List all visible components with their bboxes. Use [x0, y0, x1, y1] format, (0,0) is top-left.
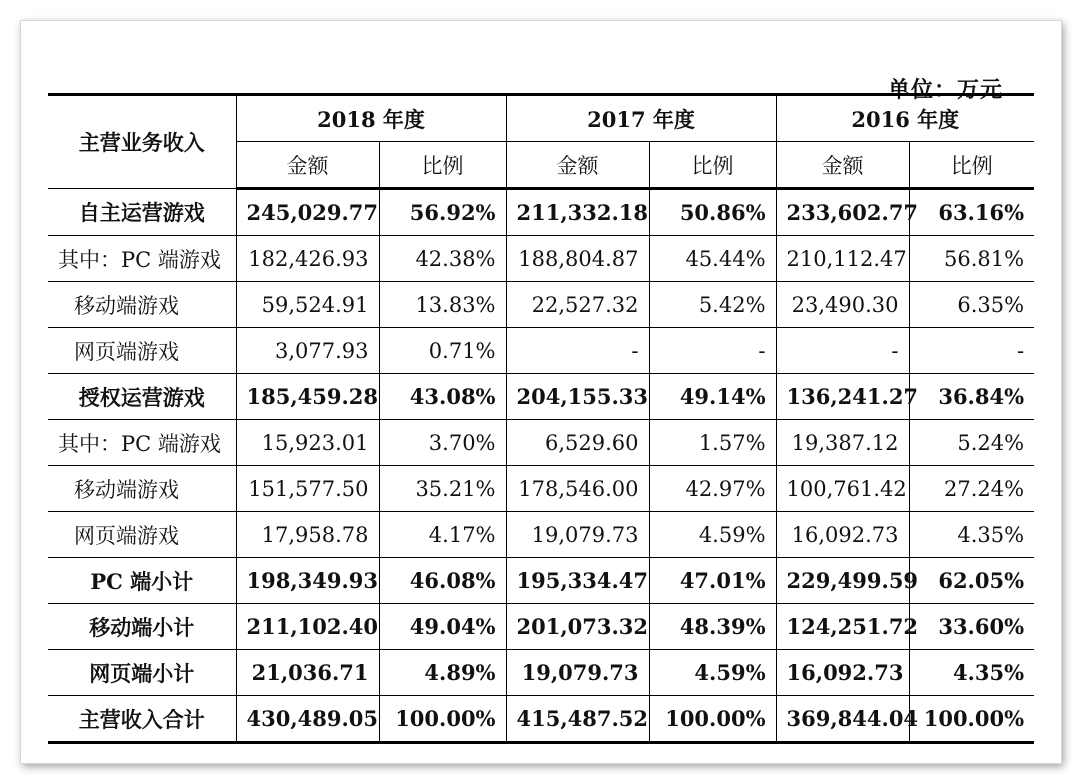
ratio-cell: 13.83%: [379, 282, 506, 328]
ratio-cell: 42.38%: [379, 236, 506, 282]
year-header-2016: 2016 年度: [776, 95, 1034, 142]
row-label: 网页端游戏: [48, 328, 236, 374]
row-label: 其中：PC 端游戏: [48, 420, 236, 466]
table-body: [48, 189, 1034, 743]
amount-cell: 185,459.28: [236, 374, 379, 420]
amount-cell: 19,079.73: [506, 650, 649, 696]
ratio-cell: 49.14%: [649, 374, 776, 420]
amount-cell: 124,251.72: [776, 604, 909, 650]
amount-cell: 19,079.73: [506, 512, 649, 558]
row-label: 移动端小计: [48, 604, 236, 650]
ratio-cell: 43.08%: [379, 374, 506, 420]
amount-cell: 211,102.40: [236, 604, 379, 650]
table-row: [48, 604, 1034, 650]
amount-cell: 245,029.77: [236, 189, 379, 236]
row-label: 授权运营游戏: [48, 374, 236, 420]
amount-cell: 17,958.78: [236, 512, 379, 558]
amount-cell: 16,092.73: [776, 512, 909, 558]
ratio-cell: 36.84%: [909, 374, 1034, 420]
amount-cell: 430,489.05: [236, 696, 379, 743]
row-label: PC 端小计: [48, 558, 236, 604]
table-row: [48, 558, 1034, 604]
amount-cell: 233,602.77: [776, 189, 909, 236]
amount-cell: 415,487.52: [506, 696, 649, 743]
amount-cell: -: [776, 328, 909, 374]
revenue-table: [48, 93, 1034, 744]
ratio-cell: 0.71%: [379, 328, 506, 374]
amount-header: 金额: [506, 142, 649, 189]
row-label: 移动端游戏: [48, 466, 236, 512]
ratio-cell: 42.97%: [649, 466, 776, 512]
amount-cell: -: [506, 328, 649, 374]
amount-cell: 210,112.47: [776, 236, 909, 282]
amount-header: 金额: [776, 142, 909, 189]
amount-cell: 195,334.47: [506, 558, 649, 604]
ratio-cell: 27.24%: [909, 466, 1034, 512]
ratio-cell: 3.70%: [379, 420, 506, 466]
table-row: [48, 189, 1034, 236]
ratio-cell: 35.21%: [379, 466, 506, 512]
amount-cell: 136,241.27: [776, 374, 909, 420]
ratio-cell: 62.05%: [909, 558, 1034, 604]
amount-cell: 229,499.59: [776, 558, 909, 604]
amount-cell: 15,923.01: [236, 420, 379, 466]
ratio-cell: 56.81%: [909, 236, 1034, 282]
ratio-header: 比例: [649, 142, 776, 189]
amount-cell: 6,529.60: [506, 420, 649, 466]
ratio-cell: 50.86%: [649, 189, 776, 236]
ratio-cell: 49.04%: [379, 604, 506, 650]
ratio-cell: 100.00%: [909, 696, 1034, 743]
row-label: 主营收入合计: [48, 696, 236, 743]
amount-cell: 23,490.30: [776, 282, 909, 328]
table-row: [48, 466, 1034, 512]
amount-cell: 21,036.71: [236, 650, 379, 696]
amount-cell: 369,844.04: [776, 696, 909, 743]
table-row: [48, 374, 1034, 420]
amount-cell: 100,761.42: [776, 466, 909, 512]
row-label: 其中：PC 端游戏: [48, 236, 236, 282]
table-row: [48, 696, 1034, 743]
amount-cell: 22,527.32: [506, 282, 649, 328]
ratio-cell: 4.89%: [379, 650, 506, 696]
amount-cell: 182,426.93: [236, 236, 379, 282]
ratio-header: 比例: [379, 142, 506, 189]
ratio-cell: 45.44%: [649, 236, 776, 282]
amount-header: 金额: [236, 142, 379, 189]
amount-cell: 178,546.00: [506, 466, 649, 512]
amount-cell: 19,387.12: [776, 420, 909, 466]
table-row: [48, 650, 1034, 696]
ratio-cell: 1.57%: [649, 420, 776, 466]
ratio-cell: 5.42%: [649, 282, 776, 328]
ratio-cell: 100.00%: [649, 696, 776, 743]
ratio-cell: 33.60%: [909, 604, 1034, 650]
table-row: [48, 512, 1034, 558]
amount-cell: 3,077.93: [236, 328, 379, 374]
table-row: [48, 282, 1034, 328]
year-header-2017: 2017 年度: [506, 95, 776, 142]
table-row: [48, 420, 1034, 466]
ratio-cell: -: [649, 328, 776, 374]
ratio-cell: 46.08%: [379, 558, 506, 604]
ratio-cell: 5.24%: [909, 420, 1034, 466]
unit-label: 单位：万元: [887, 77, 1003, 103]
ratio-cell: 48.39%: [649, 604, 776, 650]
amount-cell: 59,524.91: [236, 282, 379, 328]
table-row: [48, 328, 1034, 374]
document-page: [20, 20, 1062, 764]
ratio-cell: 4.35%: [909, 650, 1034, 696]
ratio-cell: 4.59%: [649, 512, 776, 558]
table-row: [48, 236, 1034, 282]
amount-cell: 211,332.18: [506, 189, 649, 236]
year-header-2018: 2018 年度: [236, 95, 506, 142]
amount-cell: 201,073.32: [506, 604, 649, 650]
ratio-cell: 6.35%: [909, 282, 1034, 328]
ratio-cell: 4.35%: [909, 512, 1034, 558]
amount-cell: 204,155.33: [506, 374, 649, 420]
ratio-cell: 47.01%: [649, 558, 776, 604]
ratio-cell: 4.17%: [379, 512, 506, 558]
ratio-cell: 63.16%: [909, 189, 1034, 236]
amount-cell: 151,577.50: [236, 466, 379, 512]
amount-cell: 16,092.73: [776, 650, 909, 696]
row-label: 自主运营游戏: [48, 189, 236, 236]
ratio-header: 比例: [909, 142, 1034, 189]
row-label: 网页端小计: [48, 650, 236, 696]
row-label-header: 主营业务收入: [48, 95, 236, 189]
amount-cell: 198,349.93: [236, 558, 379, 604]
row-label: 移动端游戏: [48, 282, 236, 328]
ratio-cell: 56.92%: [379, 189, 506, 236]
row-label: 网页端游戏: [48, 512, 236, 558]
ratio-cell: 100.00%: [379, 696, 506, 743]
ratio-cell: -: [909, 328, 1034, 374]
amount-cell: 188,804.87: [506, 236, 649, 282]
ratio-cell: 4.59%: [649, 650, 776, 696]
